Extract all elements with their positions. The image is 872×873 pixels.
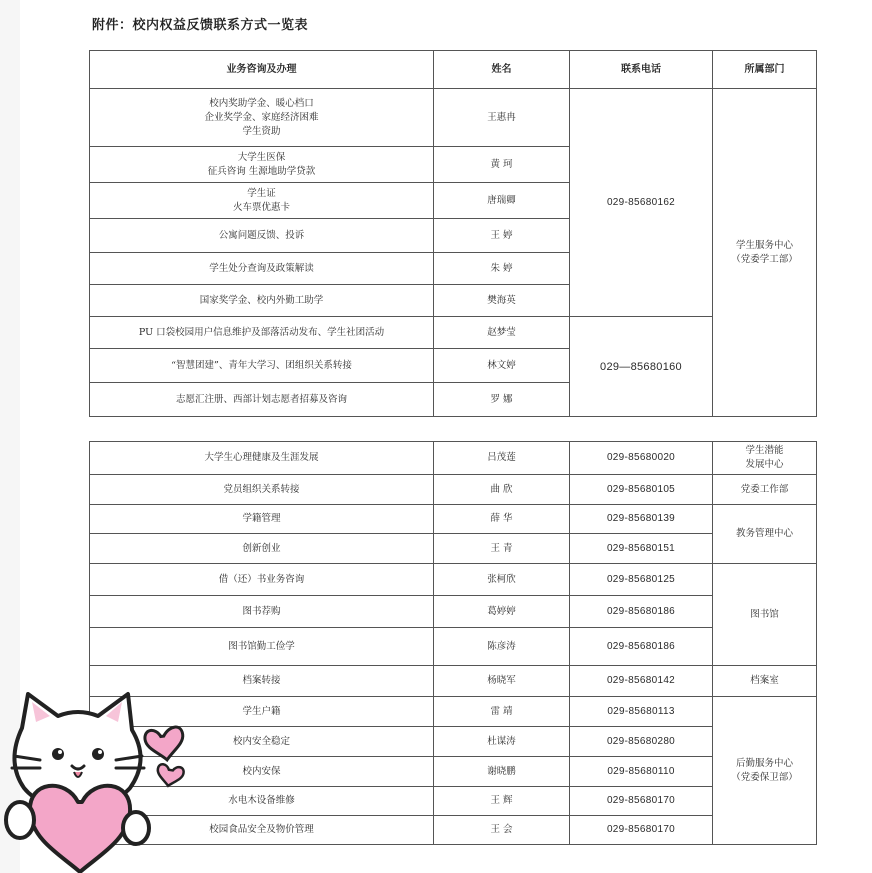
document-title: 附件：校内权益反馈联系方式一览表 <box>92 18 309 33</box>
business-cell: 国家奖学金、校内外勤工助学 <box>90 285 434 317</box>
business-line: 学生资助 <box>242 125 281 137</box>
phone-cell: 029-85680151 <box>570 534 713 564</box>
name-cell: 雷 靖 <box>434 697 570 727</box>
business-cell: 图书馆勤工俭学 <box>90 628 434 666</box>
table-row <box>90 317 817 349</box>
table-row <box>90 534 817 564</box>
business-cell: 志愿汇注册、西部计划志愿者招募及咨询 <box>90 383 434 417</box>
phone-cell: 029-85680186 <box>570 596 713 628</box>
name-cell: 葛婷婷 <box>434 596 570 628</box>
name-cell: 樊海英 <box>434 285 570 317</box>
phone-cell: 029-85680125 <box>570 564 713 596</box>
name-cell: 朱 婷 <box>434 253 570 285</box>
business-line: 企业奖学金、家庭经济困难 <box>204 111 319 123</box>
department-cell: 图书馆 <box>713 564 817 666</box>
name-cell: 赵梦莹 <box>434 317 570 349</box>
table-row <box>90 596 817 628</box>
department-line: （党委学工部） <box>731 253 798 265</box>
name-cell: 林文婷 <box>434 349 570 383</box>
header-business: 业务咨询及办理 <box>90 51 434 89</box>
name-cell: 曲 欣 <box>434 475 570 505</box>
department-line: 学生服务中心 <box>735 239 793 251</box>
phone-cell: 029-85680170 <box>570 787 713 816</box>
name-cell: 薛 华 <box>434 505 570 534</box>
business-cell: 学籍管理 <box>90 505 434 534</box>
table-row <box>90 628 817 666</box>
department-line: 学生潜能 <box>745 445 784 456</box>
phone-cell: 029-85680142 <box>570 666 713 697</box>
name-cell: 黄 珂 <box>434 147 570 183</box>
phone-cell: 029—85680160 <box>570 317 713 417</box>
business-cell: PU 口袋校园用户信息维护及部落活动发布、学生社团活动 <box>90 317 434 349</box>
business-cell: 图书荐购 <box>90 596 434 628</box>
table-row <box>90 442 817 475</box>
business-cell: 校内安全稳定 <box>90 727 434 757</box>
business-line: 校内奖助学金、暖心档口 <box>209 97 314 109</box>
phone-cell: 029-85680186 <box>570 628 713 666</box>
business-cell: 水电木设备维修 <box>90 787 434 816</box>
business-line: 学生证 <box>247 187 276 199</box>
business-cell: 借（还）书业务咨询 <box>90 564 434 596</box>
phone-cell: 029-85680110 <box>570 757 713 787</box>
business-cell: “智慧团建”、青年大学习、团组织关系转接 <box>90 349 434 383</box>
name-cell: 王 会 <box>434 816 570 845</box>
big-heart-icon <box>6 786 149 872</box>
business-line: 火车票优惠卡 <box>232 201 290 213</box>
phone-cell: 029-85680139 <box>570 505 713 534</box>
business-cell <box>90 147 434 183</box>
table-row <box>90 89 817 147</box>
name-cell: 罗 娜 <box>434 383 570 417</box>
business-cell: 档案转接 <box>90 666 434 697</box>
table-row <box>90 564 817 596</box>
table-row <box>90 475 817 505</box>
business-cell: 党员组织关系转接 <box>90 475 434 505</box>
business-cell: 创新创业 <box>90 534 434 564</box>
phone-cell: 029-85680113 <box>570 697 713 727</box>
name-cell: 王惠冉 <box>434 89 570 147</box>
business-cell: 学生处分查询及政策解读 <box>90 253 434 285</box>
phone-cell: 029-85680162 <box>570 89 713 317</box>
department-cell <box>713 697 817 845</box>
department-cell <box>713 89 817 417</box>
table-row <box>90 505 817 534</box>
name-cell: 王 辉 <box>434 787 570 816</box>
phone-cell: 029-85680170 <box>570 816 713 845</box>
header-phone: 联系电话 <box>570 51 713 89</box>
floating-heart-icon <box>144 726 186 788</box>
business-cell: 大学生心理健康及生涯发展 <box>90 442 434 475</box>
department-cell: 教务管理中心 <box>713 505 817 564</box>
department-line: 发展中心 <box>745 459 784 470</box>
name-cell: 谢晓鹏 <box>434 757 570 787</box>
header-name: 姓名 <box>434 51 570 89</box>
phone-cell: 029-85680105 <box>570 475 713 505</box>
department-cell <box>713 442 817 475</box>
business-line: 大学生医保 <box>237 151 286 163</box>
contact-table-1 <box>89 50 817 417</box>
phone-cell: 029-85680280 <box>570 727 713 757</box>
business-cell <box>90 183 434 219</box>
business-cell <box>90 89 434 147</box>
name-cell: 吕茂莲 <box>434 442 570 475</box>
name-cell: 杨晓军 <box>434 666 570 697</box>
business-cell: 学生户籍 <box>90 697 434 727</box>
business-line: 征兵咨询 生源地助学贷款 <box>207 165 316 177</box>
business-cell: 校园食品安全及物价管理 <box>90 816 434 845</box>
business-cell: 校内安保 <box>90 757 434 787</box>
name-cell: 王 青 <box>434 534 570 564</box>
name-cell: 杜谋涛 <box>434 727 570 757</box>
department-cell: 党委工作部 <box>713 475 817 505</box>
header-department: 所属部门 <box>713 51 817 89</box>
phone-cell: 029-85680020 <box>570 442 713 475</box>
name-cell: 王 婷 <box>434 219 570 253</box>
name-cell: 陈彦涛 <box>434 628 570 666</box>
name-cell: 张柯欣 <box>434 564 570 596</box>
table-header-row <box>90 51 817 89</box>
department-cell: 档案室 <box>713 666 817 697</box>
business-cell: 公寓问题反馈、投诉 <box>90 219 434 253</box>
name-cell: 唐瑞卿 <box>434 183 570 219</box>
department-line: （党委保卫部） <box>731 771 798 783</box>
department-line: 后勤服务中心 <box>735 757 793 769</box>
cat-holding-heart-sticker <box>0 690 200 873</box>
